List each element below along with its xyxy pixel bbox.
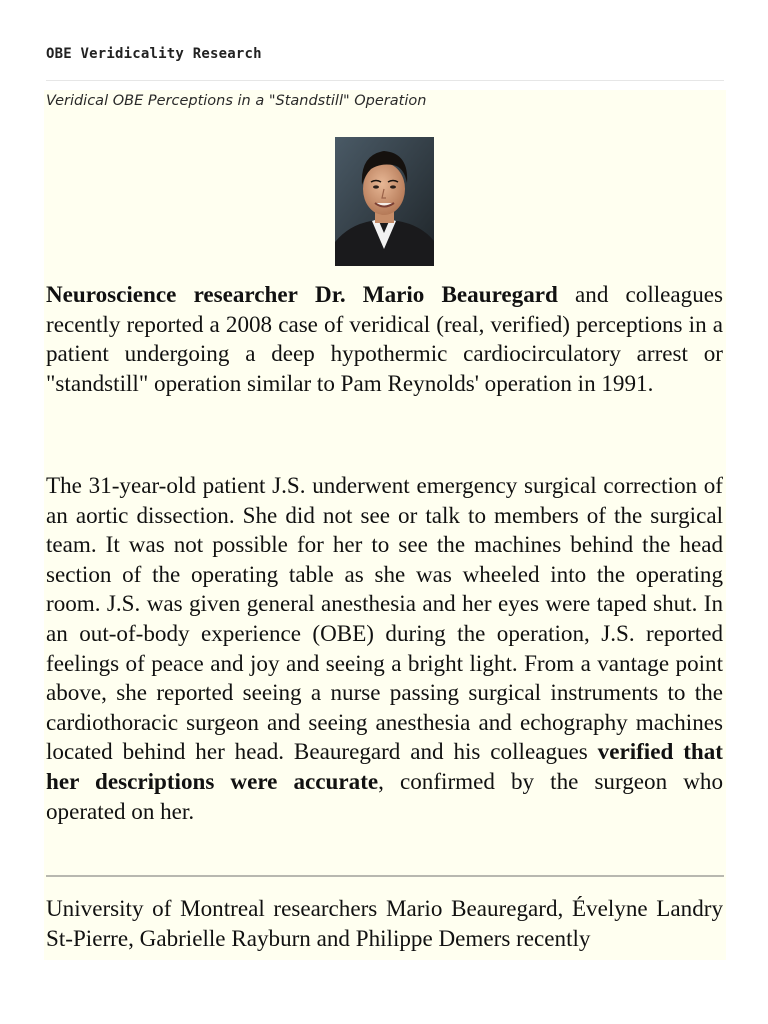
intro-separator (298, 281, 315, 307)
researcher-name-link[interactable]: Dr. Mario Beauregard (315, 281, 558, 307)
case-bold-text: verified that her descriptions were accurate (46, 738, 723, 794)
section-divider (46, 875, 724, 877)
portrait-image (335, 137, 434, 266)
header-divider (46, 80, 724, 81)
intro-text: and colleagues recently reported a 2008 case of veridical (real, verified) perceptions in a patient undergoing a deep hypothermic cardiocirculatory arrest or "standstill" operation similar to Pam Reynolds' operation in 1991. (46, 281, 723, 396)
case-text-b: , confirmed by the surgeon who operated on her. (46, 767, 723, 824)
case-paragraph (46, 471, 723, 826)
case-text-a: The 31-year-old patient J.S. underwent emergency surgical correction of an aortic dissection. She did not see or talk to members of the surgical team. It was not possible for her to see the machines behind the head section of the operating table as she was wheeled into the operating room. J.S. was given general anesthesia and her eyes were taped shut. In an out-of-body experience (OBE) during the operation, J.S. reported feelings of peace and joy and seeing a bright light. From a vantage point above, she reported seeing a nurse passing surgical instruments to the cardiothoracic surgeon and seeing anesthesia and echography machines located behind her head. Beauregard and his colleagues (46, 472, 723, 765)
intro-bold-role: Neuroscience researcher (46, 281, 298, 307)
intro-paragraph (46, 280, 723, 398)
site-title[interactable]: OBE Veridicality Research (46, 46, 262, 62)
author-photo (335, 137, 434, 266)
article-content (44, 90, 726, 960)
researchers-text: University of Montreal researchers Mario Beauregard, Évelyne Landry St-Pierre, Gabrielle Rayburn and Philippe Demers recently (46, 895, 723, 951)
article-subtitle: Veridical OBE Perceptions in a "Standstill" Operation (46, 93, 427, 109)
researchers-paragraph (46, 894, 723, 953)
